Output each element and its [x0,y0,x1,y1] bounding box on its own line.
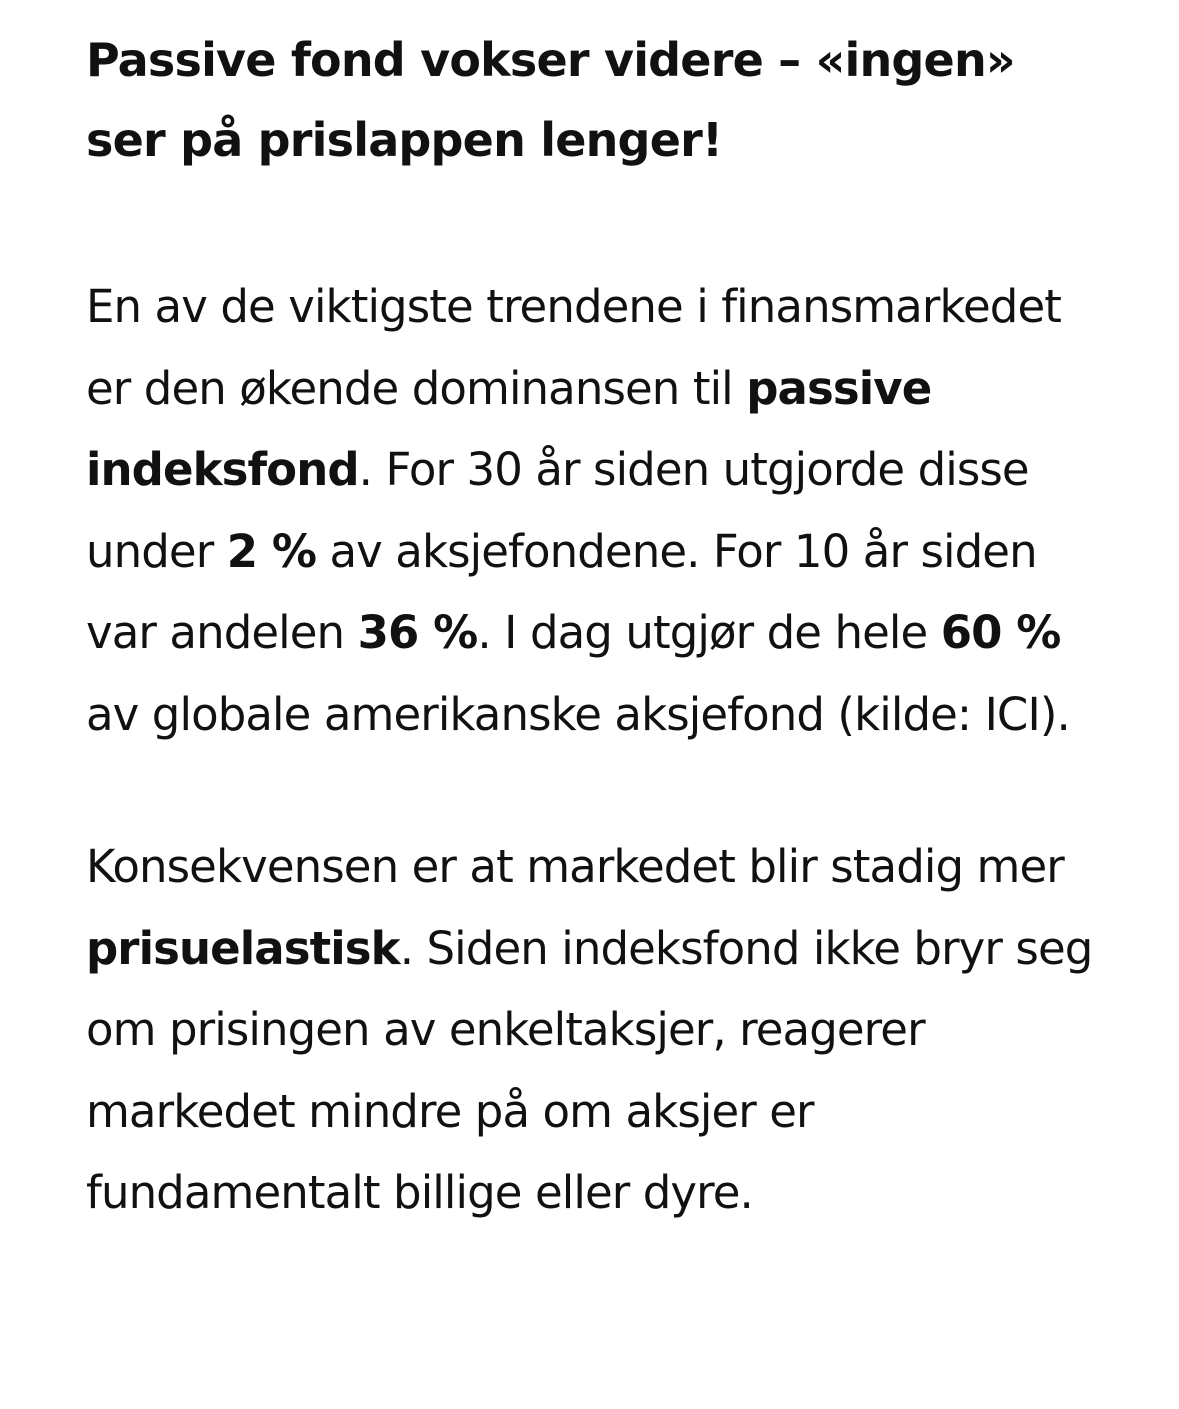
paragraph-consequence [86,826,1096,1234]
paragraph-text: . For 30 år siden utgjorde disse under [86,443,1029,578]
article-headline: Passive fond vokser videre – «ingen» ser på prislappen lenger! [86,33,1015,167]
bold-value-2-percent: 2 % [226,524,317,578]
bold-phrase-price-inelastic: prisuelastisk [86,921,400,975]
paragraph-text: av aksjefondene. For 10 år siden var andelen [86,524,1037,659]
paragraph-text: Konsekvensen er at markedet blir stadig mer [86,840,1064,893]
paragraph-text: av globale amerikanske aksjefond (kilde: ICI). [86,687,1070,741]
paragraph-text: . Siden indeksfond ikke bryr seg om prisingen av enkeltaksjer, reagerer markedet mindre på om aksjer er fundamentalt billige eller dyre. [86,921,1093,1219]
bold-value-36-percent: 36 % [357,606,478,659]
paragraph-passive-fund-share [86,266,1096,755]
bold-phrase-passive-indexfunds: passive indeksfond [86,361,932,496]
paragraph-text: En av de viktigste trendene i finansmarkedet er den økende dominansen til [86,280,1061,415]
paragraph-text: . I dag utgjør de hele [477,606,941,659]
article [86,20,1096,1234]
bold-value-60-percent: 60 % [940,606,1061,659]
